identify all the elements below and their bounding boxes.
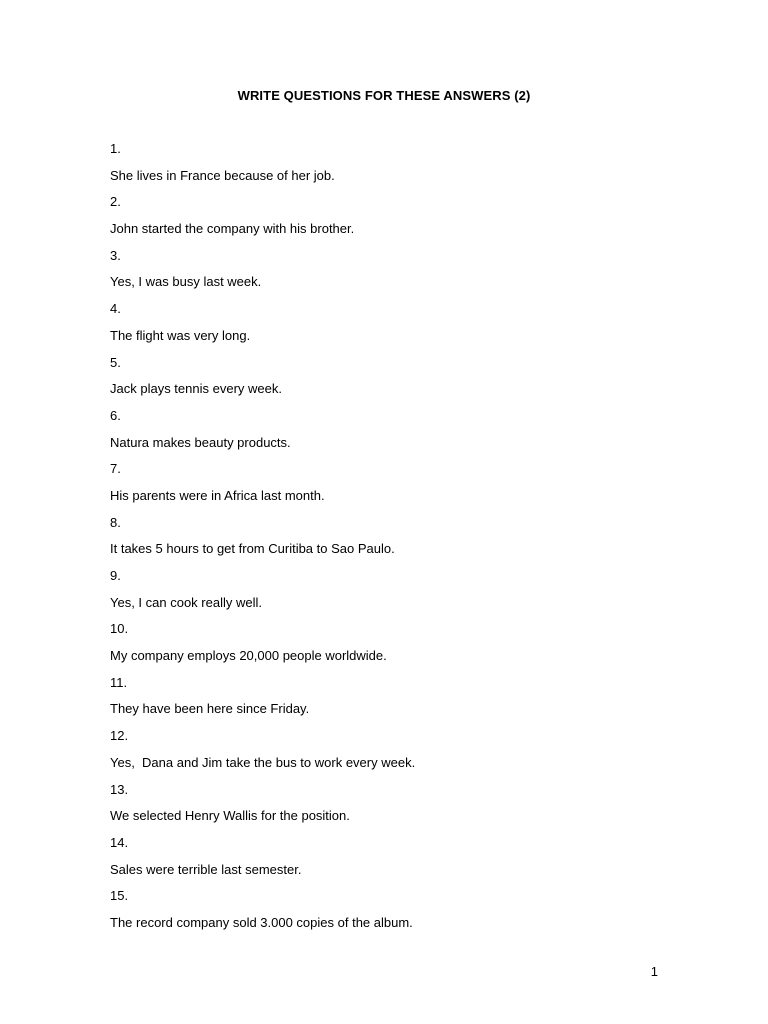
item-answer: We selected Henry Wallis for the position. <box>110 808 350 824</box>
document-title: WRITE QUESTIONS FOR THESE ANSWERS (2) <box>237 88 531 103</box>
item-answer: Jack plays tennis every week. <box>110 381 282 397</box>
item-number: 5. <box>110 354 121 370</box>
item-number: 7. <box>110 461 121 477</box>
item-number: 8. <box>110 514 121 530</box>
item-number: 1. <box>110 141 121 156</box>
item-answer: John started the company with his brother. <box>110 221 355 237</box>
page-number: 1 <box>650 964 658 979</box>
item-number: 6. <box>110 407 121 423</box>
item-number: 2. <box>110 194 121 210</box>
item-answer: Yes, I can cook really well. <box>110 594 262 610</box>
item-answer: Natura makes beauty products. <box>110 434 291 450</box>
item-number: 15. <box>110 888 129 904</box>
item-answer: Sales were terrible last semester. <box>110 861 302 877</box>
item-number: 12. <box>110 728 129 744</box>
item-number: 14. <box>110 834 129 850</box>
item-answer: The flight was very long. <box>110 327 251 343</box>
item-answer: Yes, Dana and Jim take the bus to work every week. <box>110 754 416 770</box>
item-number: 4. <box>110 301 121 317</box>
item-number: 11. <box>110 674 128 690</box>
item-number: 3. <box>110 247 121 263</box>
item-answer: My company employs 20,000 people worldwide. <box>110 648 387 664</box>
item-answer: She lives in France because of her job. <box>110 167 335 183</box>
item-number: 13. <box>110 781 129 797</box>
item-answer: His parents were in Africa last month. <box>110 487 325 503</box>
item-answer: The record company sold 3.000 copies of the album. <box>110 914 413 930</box>
item-answer: They have been here since Friday. <box>110 701 310 717</box>
item-number: 9. <box>110 568 121 583</box>
item-answer: Yes, I was busy last week. <box>110 274 262 290</box>
item-number: 10. <box>110 621 129 637</box>
answer-list <box>110 140 710 941</box>
item-answer: It takes 5 hours to get from Curitiba to Sao Paulo. <box>110 541 395 557</box>
